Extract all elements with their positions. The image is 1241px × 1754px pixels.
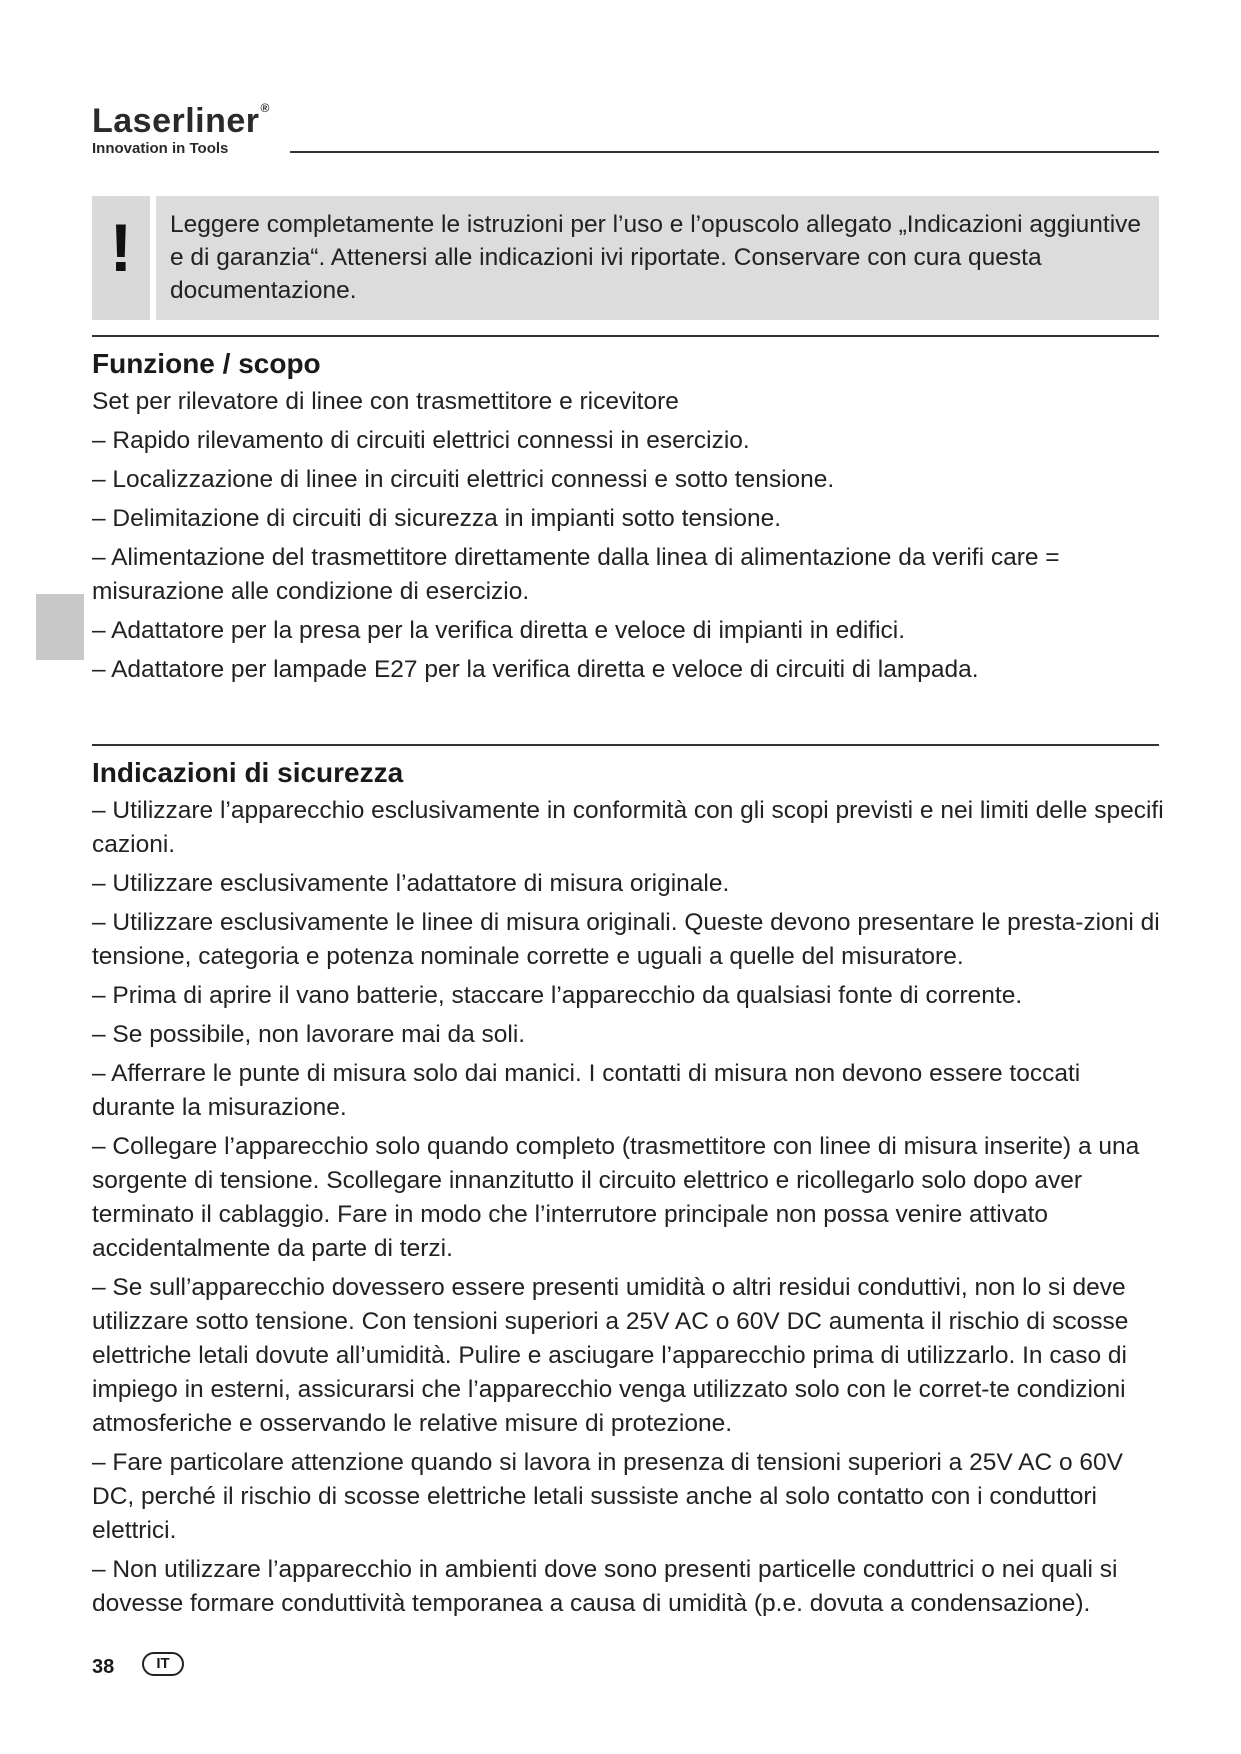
list-item: – Prima di aprire il vano batterie, staccare l’apparecchio da qualsiasi fonte di corrente. xyxy=(92,982,1023,1009)
list-item: – Fare particolare attenzione quando si lavora in presenza di tensioni superiori a 25V AC o 60V DC, perché il rischio di scosse elettriche letali sussiste anche al solo contatto con i conduttori elettrici. xyxy=(92,1449,1123,1544)
list-item: – Se sull’apparecchio dovessero essere presenti umidità o altri residui conduttivi, non lo si deve utilizzare sotto tensione. Con tensioni superiori a 25V AC o 60V DC aumenta il rischio di scosse elettriche letali dovute all’umidità. Pulire e asciugare l’apparecchio prima di utilizzarlo. In caso di impiego in esterni, assicurarsi che l’apparecchio venga utilizzato solo con le corret-te condizioni atmosferiche e osservando le relative misure di protezione. xyxy=(92,1274,1129,1437)
header-rule xyxy=(290,151,1159,153)
function-heading: Funzione / scopo xyxy=(92,348,321,379)
warning-icon: ! xyxy=(92,196,150,320)
brand-tagline: Innovation in Tools xyxy=(92,140,229,157)
function-section xyxy=(92,347,1167,692)
list-item: – Adattatore per lampade E27 per la verifica diretta e veloce di circuiti di lampada. xyxy=(92,656,979,683)
list-item: – Alimentazione del trasmettitore direttamente dalla linea di alimentazione da verifi care = misurazione alle condizione di esercizio. xyxy=(92,544,1060,605)
list-item: – Afferrare le punte di misura solo dai manici. I contatti di misura non devono essere toccati durante la misurazione. xyxy=(92,1060,1081,1121)
list-item: – Utilizzare l’apparecchio esclusivamente in conformità con gli scopi previsti e nei limiti delle specifi cazioni. xyxy=(92,797,1164,858)
list-item: – Rapido rilevamento di circuiti elettrici connessi in esercizio. xyxy=(92,427,750,454)
list-item: – Utilizzare esclusivamente le linee di misura originali. Queste devono presentare le presta-zioni di tensione, categoria e potenza nominale corrette e uguali a quelle del misuratore. xyxy=(92,909,1160,970)
notice-box xyxy=(92,196,1159,320)
notice-text: Leggere completamente le istruzioni per l’uso e l’opuscolo allegato „Indicazioni aggiuntive e di garanzia“. Attenersi alle indicazioni ivi riportate. Conservare con cura questa documentazione. xyxy=(156,196,1159,320)
safety-heading: Indicazioni di sicurezza xyxy=(92,757,404,788)
safety-section xyxy=(92,756,1167,1626)
section-divider xyxy=(92,744,1159,746)
list-item: – Collegare l’apparecchio solo quando completo (trasmettitore con linee di misura inserite) a una sorgente di tensione. Scollegare innanzitutto il circuito elettrico e ricollegarlo solo dopo aver terminato il cablaggio. Fare in modo che l’interrutore principale non possa venire attivato accidentalmente da parte di terzi. xyxy=(92,1133,1140,1262)
list-item: – Adattatore per la presa per la verifica diretta e veloce di impianti in edifici. xyxy=(92,617,906,644)
brand-logo xyxy=(92,101,270,157)
list-item: – Non utilizzare l’apparecchio in ambienti dove sono presenti particelle conduttrici o nei quali si dovesse formare conduttività temporanea a causa di umidità (p.e. dovuta a condensazione). xyxy=(92,1556,1118,1617)
registered-mark: ® xyxy=(260,101,270,115)
chapter-tab-marker xyxy=(36,594,84,660)
list-item: Set per rilevatore di linee con trasmettitore e ricevitore xyxy=(92,388,679,415)
list-item: – Delimitazione di circuiti di sicurezza in impianti sotto tensione. xyxy=(92,505,782,532)
list-item: – Utilizzare esclusivamente l’adattatore di misura originale. xyxy=(92,870,730,897)
list-item: – Localizzazione di linee in circuiti elettrici connessi e sotto tensione. xyxy=(92,466,835,493)
list-item: – Se possibile, non lavorare mai da soli. xyxy=(92,1021,526,1048)
brand-name: Laserliner® xyxy=(92,101,270,140)
language-badge: IT xyxy=(142,1652,184,1676)
page-number: 38 xyxy=(92,1656,115,1678)
section-divider xyxy=(92,335,1159,337)
